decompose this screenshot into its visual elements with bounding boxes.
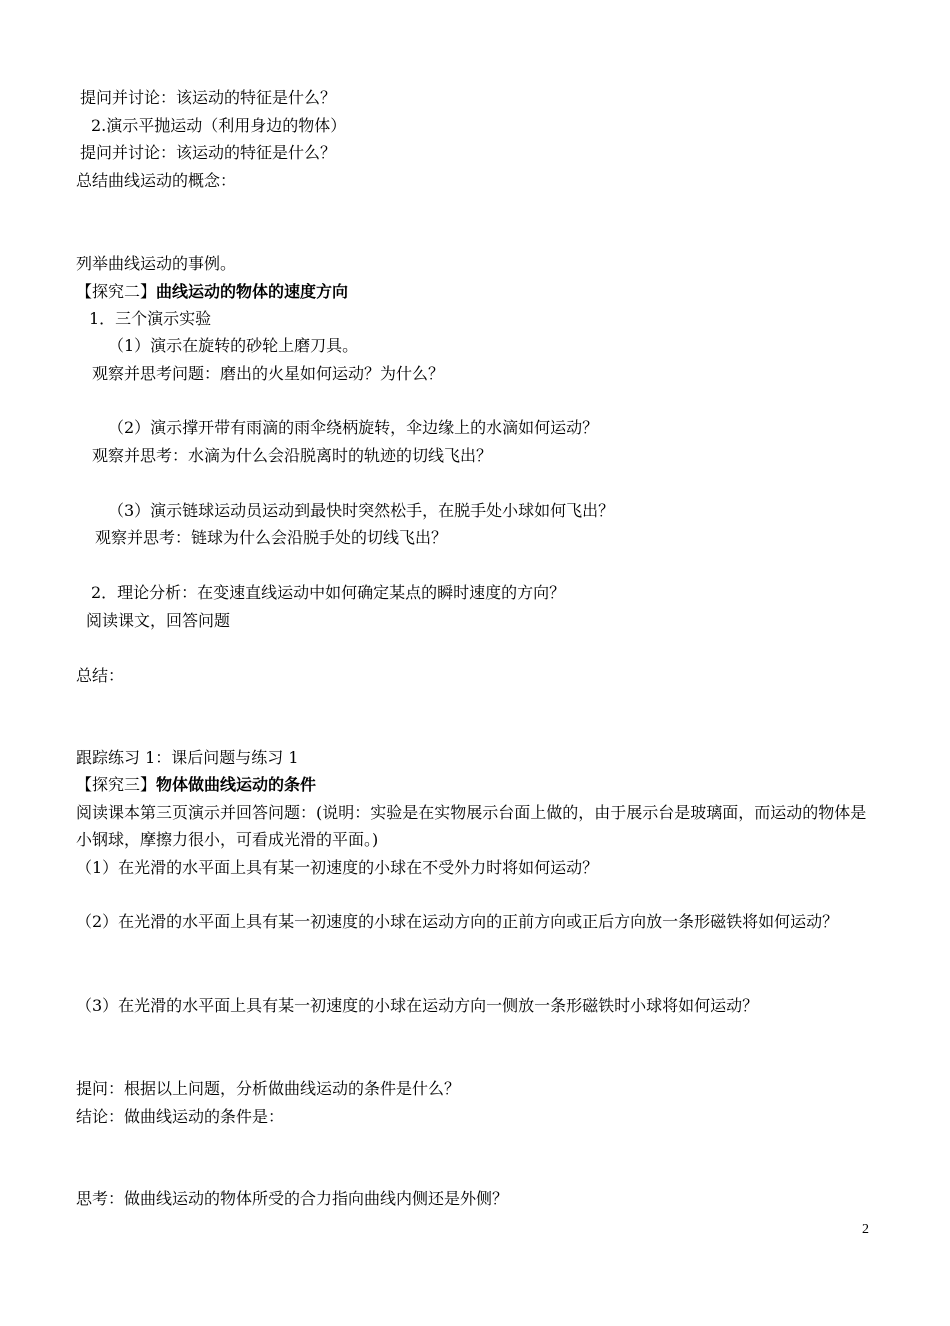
text-line: 阅读课文，回答问题 xyxy=(86,611,231,630)
text-line: 观察并思考问题：磨出的火星如何运动？为什么？ xyxy=(92,364,445,383)
text-line: 提问：根据以上问题，分析做曲线运动的条件是什么？ xyxy=(76,1079,461,1098)
text-line: 总结曲线运动的概念： xyxy=(76,171,237,190)
text-line: 1．三个演示实验 xyxy=(89,309,212,328)
text-line: 提问并讨论：该运动的特征是什么？ xyxy=(80,88,337,107)
text-line: 思考：做曲线运动的物体所受的合力指向曲线内侧还是外侧？ xyxy=(76,1189,509,1208)
text-line: 观察并思考：链球为什么会沿脱手处的切线飞出？ xyxy=(95,528,448,547)
text-line: （1）在光滑的水平面上具有某一初速度的小球在不受外力时将如何运动？ xyxy=(76,858,599,877)
text-line: 观察并思考：水滴为什么会沿脱离时的轨迹的切线飞出？ xyxy=(92,446,493,465)
section-heading-3 xyxy=(76,775,316,795)
text-line: 2.演示平抛运动（利用身边的物体） xyxy=(91,116,347,135)
heading-text: 物体做曲线运动的条件 xyxy=(156,775,317,794)
text-line: （3）演示链球运动员运动到最快时突然松手，在脱手处小球如何飞出？ xyxy=(108,501,615,520)
text-line: 跟踪练习 1：课后问题与练习 1 xyxy=(76,748,299,767)
text-paragraph: （2）在光滑的水平面上具有某一初速度的小球在运动方向的正前方向或正后方向放一条形磁铁将如何运动？ xyxy=(76,912,839,931)
text-line: （2）演示撑开带有雨滴的雨伞绕柄旋转，伞边缘上的水滴如何运动？ xyxy=(108,418,599,437)
section-heading-2 xyxy=(76,282,348,302)
text-paragraph: 阅读课本第三页演示并回答问题：(说明：实验是在实物展示台面上做的，由于展示台是玻璃面，而运动的物体是小钢球，摩擦力很小，可看成光滑的平面。) xyxy=(76,803,867,849)
heading-text: 曲线运动的物体的速度方向 xyxy=(156,282,349,301)
page-number: 2 xyxy=(862,1222,869,1237)
heading-bracket: 【探究二】 xyxy=(76,282,157,301)
text-line: （1）演示在旋转的砂轮上磨刀具。 xyxy=(108,336,359,355)
text-line: 提问并讨论：该运动的特征是什么？ xyxy=(80,143,337,162)
text-line: 结论：做曲线运动的条件是： xyxy=(76,1107,285,1126)
text-line: 2．理论分析：在变速直线运动中如何确定某点的瞬时速度的方向？ xyxy=(91,583,566,602)
heading-bracket: 【探究三】 xyxy=(76,775,157,794)
text-line: 列举曲线运动的事例。 xyxy=(76,254,237,273)
text-line: 总结： xyxy=(76,666,125,685)
text-line: （3）在光滑的水平面上具有某一初速度的小球在运动方向一侧放一条形磁铁时小球将如何运动？ xyxy=(76,996,759,1015)
